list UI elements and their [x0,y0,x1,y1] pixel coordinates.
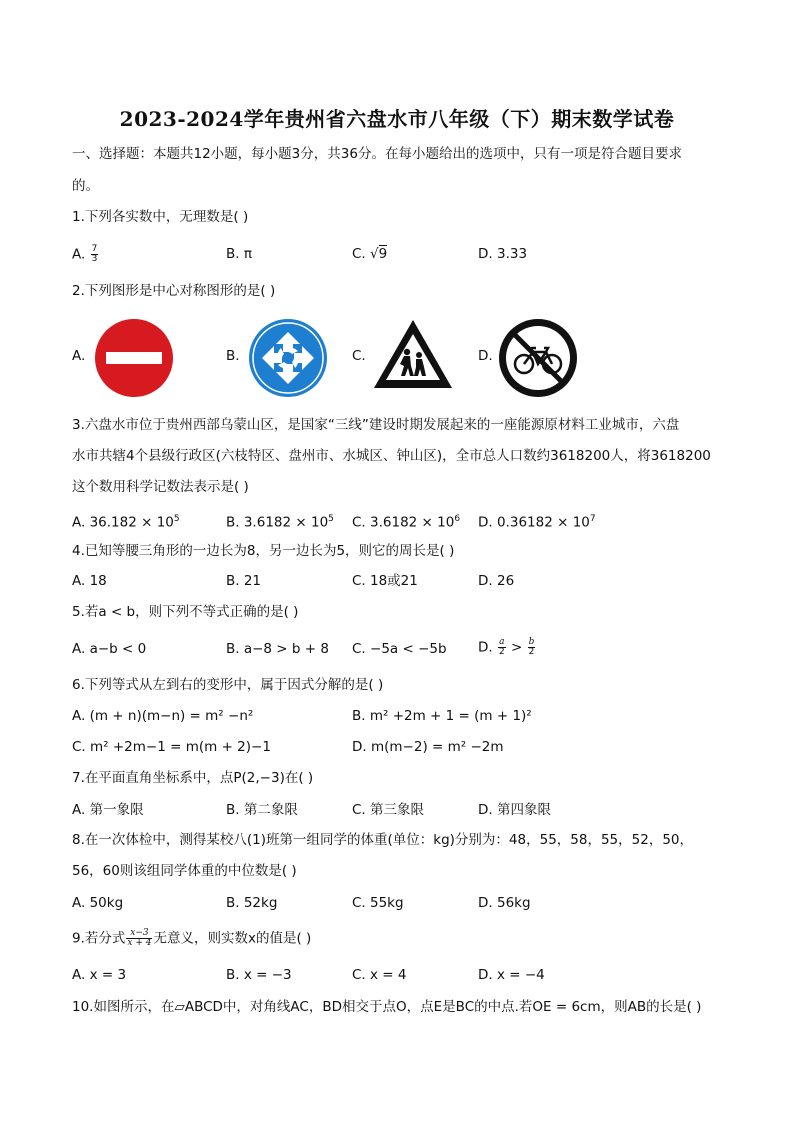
q8-stem-line1: 8.在一次体检中，测得某校八(1)班第一组同学的体重(单位：kg)分别为：48，55，58，55，52，50， [72,832,693,848]
fraction-numerator: x−3 [126,929,152,939]
q1-option-a-fraction [91,245,99,264]
fraction-numerator: 7 [91,244,98,254]
q1-option-d: D. 3.33 [478,246,528,262]
q10-stem: 10.如图所示，在▱ABCD中，对角线AC，BD相交于点O，点E是BC的中点.若OE = 6cm，则AB的长是( ) [72,999,702,1015]
q1-stem: 1.下列各实数中，无理数是( ) [72,209,249,225]
fraction-denominator: 2 [528,647,535,657]
q2-option-c-label: C. [352,348,366,364]
section-heading-line2: 的。 [72,178,99,194]
q5-option-d-fraction-left [498,638,506,657]
q1-option-b: B. π [226,246,252,262]
q3-option-c [352,510,460,532]
q4-option-a: A. 18 [72,573,107,589]
q4-stem: 4.已知等腰三角形的一边长为8，另一边长为5，则它的周长是( ) [72,543,455,559]
q5-option-a: A. a−b < 0 [72,641,147,657]
q1-option-a-label: A. [72,246,86,263]
q5-option-b: B. a−8 > b + 8 [226,641,329,657]
q2-option-a-label: A. [72,348,86,364]
q5-option-d-label: D. [478,639,497,656]
q9-stem-suffix: 无意义，则实数x的值是( ) [153,930,312,947]
q3-option-a-exponent: 5 [173,514,180,524]
q6-option-c: C. m² +2m−1 = m(m + 2)−1 [72,739,271,755]
q9-stem [72,929,311,948]
q8-option-a: A. 50kg [72,895,124,911]
page-title: 2023-2024学年贵州省六盘水市八年级（下）期末数学试卷 [119,107,675,131]
q1-option-c-radicand: 9 [378,246,388,262]
q4-option-c: C. 18或21 [352,573,418,589]
q6-option-b: B. m² +2m + 1 = (m + 1)² [352,708,532,724]
sqrt-icon: √ [370,246,379,262]
fraction-denominator: 2 [498,647,505,657]
q8-option-d: D. 56kg [478,895,531,911]
q1-option-a [72,245,99,264]
q9-option-a: A. x = 3 [72,967,127,983]
q2-option-d-label: D. [478,348,493,364]
roundabout-sign-icon [248,318,328,398]
no-entry-sign-icon [94,318,174,398]
q9-option-d: D. x = −4 [478,967,545,983]
q7-option-d: D. 第四象限 [478,802,551,818]
children-crossing-sign-icon [372,318,454,392]
q8-option-b: B. 52kg [226,895,278,911]
q3-option-b [226,510,334,532]
q6-stem: 6.下列等式从左到右的变形中，属于因式分解的是( ) [72,677,384,693]
q2-option-b-label: B. [226,348,240,364]
q3-stem-line3: 这个数用科学记数法表示是( ) [72,479,249,495]
fraction-denominator: x + 4 [127,938,152,948]
q5-option-c: C. −5a < −5b [352,641,447,657]
q5-option-d-operator: > [506,639,527,656]
fraction-numerator: a [499,637,505,647]
section-heading-line1: 一、选择题：本题共12小题，每小题3分，共36分。在每小题给出的选项中，只有一项是符合题目要求 [72,146,682,162]
q1-option-c-label: C. [352,246,371,262]
q3-stem-line2: 水市共辖4个县级行政区(六枝特区、盘州市、水城区、钟山区)，全市总人口数约3618200人，将3618200 [72,448,711,464]
q3-option-a [72,510,180,532]
q8-option-c: C. 55kg [352,895,404,911]
fraction-denominator: 3 [91,254,98,264]
q7-option-b: B. 第二象限 [226,802,298,818]
q5-stem: 5.若a < b，则下列不等式正确的是( ) [72,604,299,620]
q3-option-d-exponent: 7 [589,514,596,524]
q3-option-c-exponent: 6 [454,514,461,524]
q8-stem-line2: 56，60则该组同学体重的中位数是( ) [72,863,297,879]
q3-option-b-exponent: 5 [328,514,334,524]
no-bicycle-sign-icon [498,318,578,398]
q9-option-c: C. x = 4 [352,967,407,983]
q7-option-a: A. 第一象限 [72,802,144,818]
q4-option-b: B. 21 [226,573,262,589]
q3-option-c-text: C. 3.6182 × 10 [352,514,455,531]
q9-stem-prefix: 9.若分式 [72,930,126,947]
q3-option-d-text: D. 0.36182 × 10 [478,514,590,531]
q9-fraction [126,929,152,948]
q7-stem: 7.在平面直角坐标系中，点P(2,−3)在( ) [72,770,314,786]
q3-option-d [478,510,596,532]
q5-option-d [478,638,536,657]
q9-option-b: B. x = −3 [226,967,292,983]
fraction-numerator: b [528,637,535,647]
q3-stem-line1: 3.六盘水市位于贵州西部乌蒙山区，是国家“三线”建设时期发展起来的一座能源原材料工业城市，六盘 [72,417,680,433]
q7-option-c: C. 第三象限 [352,802,425,818]
q5-option-d-fraction-right [528,638,536,657]
q2-stem: 2.下列图形是中心对称图形的是( ) [72,283,276,299]
q3-option-b-text: B. 3.6182 × 10 [226,514,329,531]
q6-option-d: D. m(m−2) = m² −2m [352,739,504,755]
q3-option-a-text: A. 36.182 × 10 [72,514,174,531]
q6-option-a: A. (m + n)(m−n) = m² −n² [72,708,254,724]
q1-option-c [352,245,387,263]
q4-option-d: D. 26 [478,573,515,589]
